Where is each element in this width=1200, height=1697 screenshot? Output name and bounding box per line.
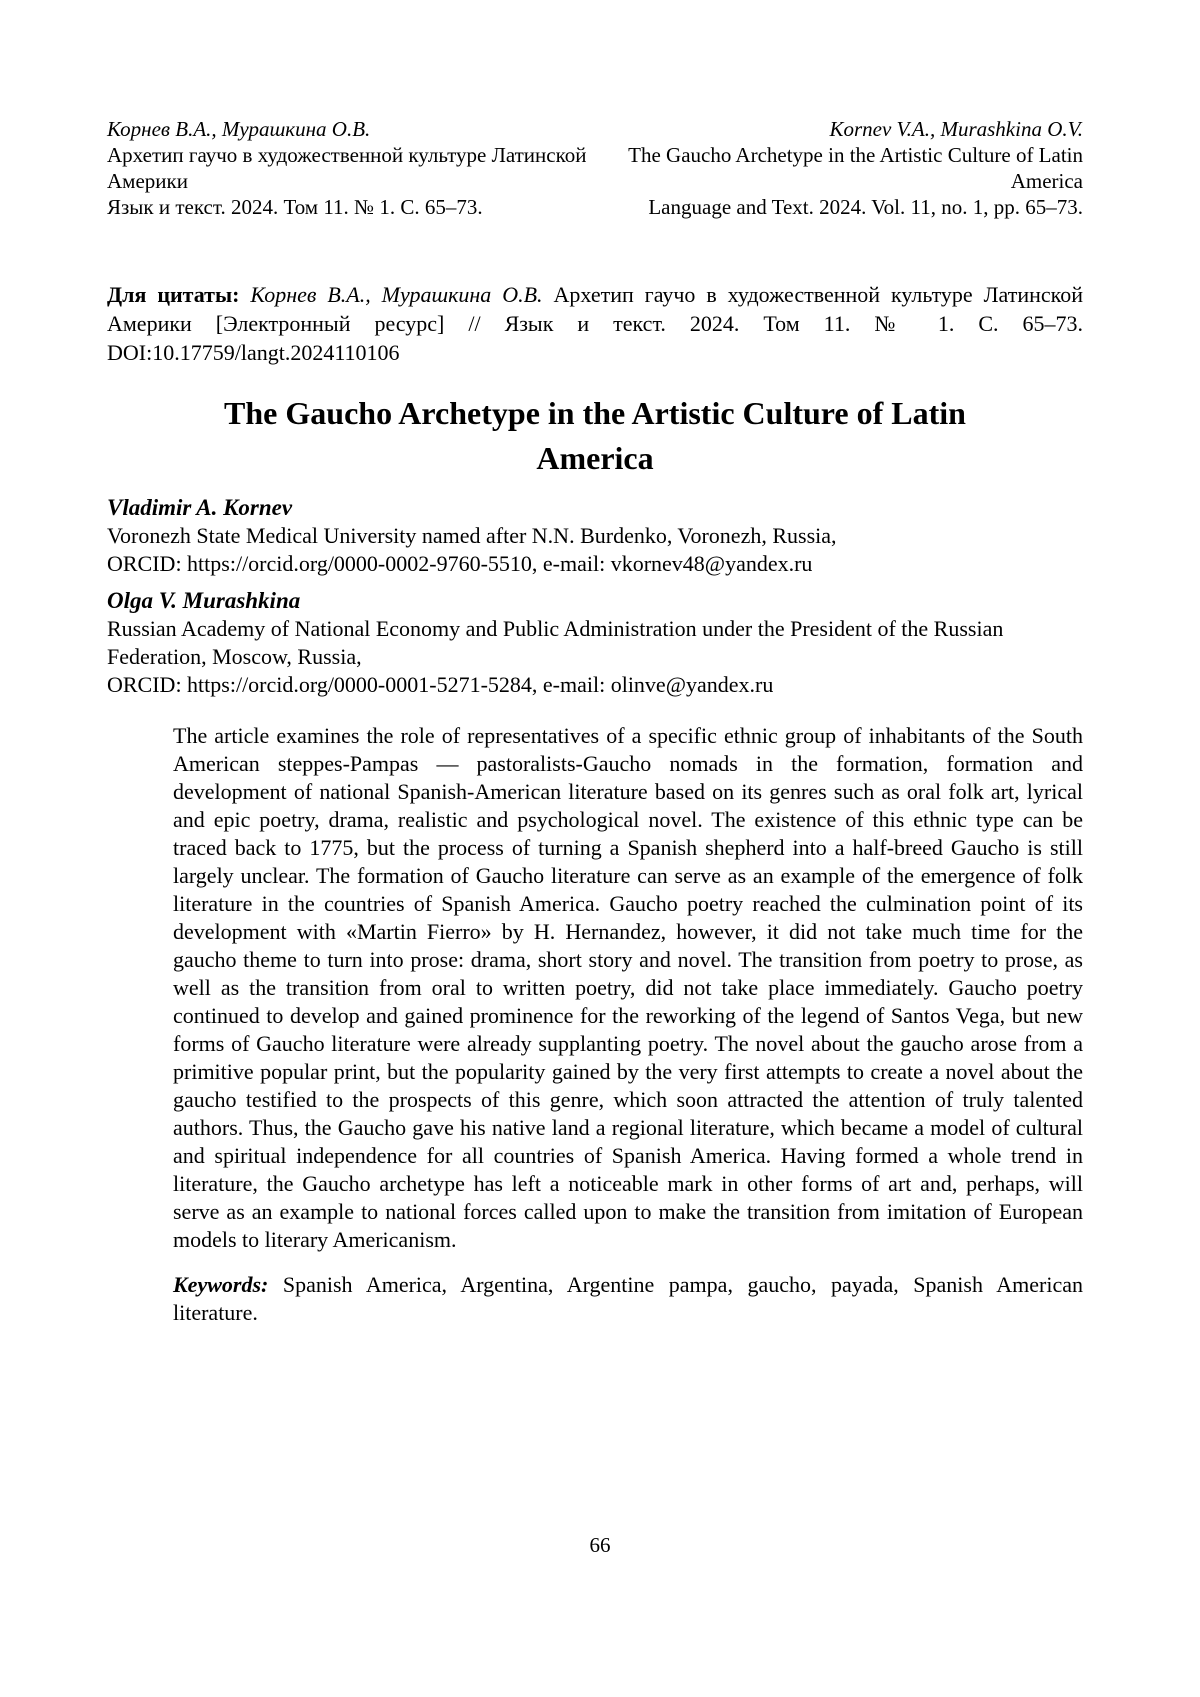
running-heads bbox=[107, 116, 1083, 220]
keywords-paragraph bbox=[173, 1271, 1083, 1327]
running-head-en-title-line2: America bbox=[1010, 169, 1083, 193]
running-head-en-source: Language and Text. 2024. Vol. 11, no. 1, pp. 65–73. bbox=[648, 195, 1083, 219]
article-title-line1: The Gaucho Archetype in the Artistic Culture of Latin bbox=[224, 395, 966, 432]
author-name-kornev: Vladimir A. Kornev bbox=[107, 495, 293, 520]
running-head-english bbox=[603, 116, 1083, 220]
author-orcid-email-kornev: ORCID: https://orcid.org/0000-0002-9760-5510, e-mail: vkornev48@yandex.ru bbox=[107, 551, 813, 576]
author-block-murashkina bbox=[107, 587, 1047, 699]
abstract-text: The article examines the role of representatives of a specific ethnic group of inhabitants of the South American steppes-Pampas — pastoralists-Gaucho nomads in the formation, formation and development of national Spanish-American literature based on its genres such as oral folk art, lyrical and epic poetry, drama, realistic and psychological novel. The existence of this ethnic type can be traced back to 1775, but the process of turning a Spanish shepherd into a half-breed Gaucho is still largely unclear. The formation of Gaucho literature can serve as an example of the emergence of folk literature in the countries of Spanish America. Gaucho poetry reached the culmination point of its development with «Martin Fierro» by H. Hernandez, however, it did not take much time for the gaucho theme to turn into prose: drama, short story and novel. The transition from poetry to prose, as well as the transition from oral to written poetry, did not take place immediately. Gaucho poetry continued to develop and gained prominence for the reworking of the legend of Santos Vega, but new forms of Gaucho literature were already supplanting poetry. The novel about the gaucho arose from a primitive popular print, but the popularity gained by the very first attempts to create a novel about the gaucho testified to the prospects of this genre, which soon attracted the attention of truly talented authors. Thus, the Gaucho gave his native land a regional literature, which became a model of cultural and spiritual independence for all countries of Spanish America. Having formed a whole trend in literature, the Gaucho archetype has left a noticeable mark in other forms of art and, perhaps, will serve as an example to national forces called upon to make the transition from imitation of European models to literary Americanism. bbox=[173, 723, 1083, 1252]
author-orcid-email-murashkina: ORCID: https://orcid.org/0000-0001-5271-5284, e-mail: olinve@yandex.ru bbox=[107, 672, 774, 697]
running-head-ru-authors: Корнев В.А., Мурашкина О.В. bbox=[107, 117, 371, 141]
running-head-en-authors: Kornev V.A., Murashkina O.V. bbox=[829, 117, 1083, 141]
running-head-ru-title-line2: Америки bbox=[107, 169, 188, 193]
author-affiliation-kornev: Voronezh State Medical University named after N.N. Burdenko, Voronezh, Russia, bbox=[107, 523, 837, 548]
author-affiliation-murashkina: Russian Academy of National Economy and Public Administration under the President of the Russian Federation, Moscow, Russia, bbox=[107, 616, 1004, 669]
running-head-ru-title-line1: Архетип гаучо в художественной культуре Латинской bbox=[107, 143, 587, 167]
citation-authors: Корнев В.А., Мурашкина О.В. bbox=[250, 282, 543, 307]
abstract-section bbox=[173, 722, 1083, 1327]
citation-text: Архетип гаучо в художественной культуре Латинской Америки [Электронный ресурс] // Язык и текст. 2024. Том 11. № 1. С. 65–73. DOI:10.17759/langt.2024110106 bbox=[107, 282, 1083, 365]
article-title bbox=[107, 391, 1083, 481]
authors-section bbox=[107, 494, 1047, 699]
running-head-russian bbox=[107, 116, 587, 220]
article-title-line2: America bbox=[536, 440, 654, 477]
citation-label: Для цитаты: bbox=[107, 282, 240, 307]
keywords-label: Keywords: bbox=[173, 1272, 269, 1297]
running-head-ru-source: Язык и текст. 2024. Том 11. № 1. С. 65–73. bbox=[107, 195, 483, 219]
author-block-kornev bbox=[107, 494, 1047, 578]
page-number: 66 bbox=[589, 1533, 611, 1557]
keywords-text: Spanish America, Argentina, Argentine pampa, gaucho, payada, Spanish American literature. bbox=[173, 1272, 1084, 1325]
citation-block bbox=[107, 280, 1083, 367]
running-head-en-title-line1: The Gaucho Archetype in the Artistic Culture of Latin bbox=[628, 143, 1083, 167]
author-name-murashkina: Olga V. Murashkina bbox=[107, 588, 301, 613]
